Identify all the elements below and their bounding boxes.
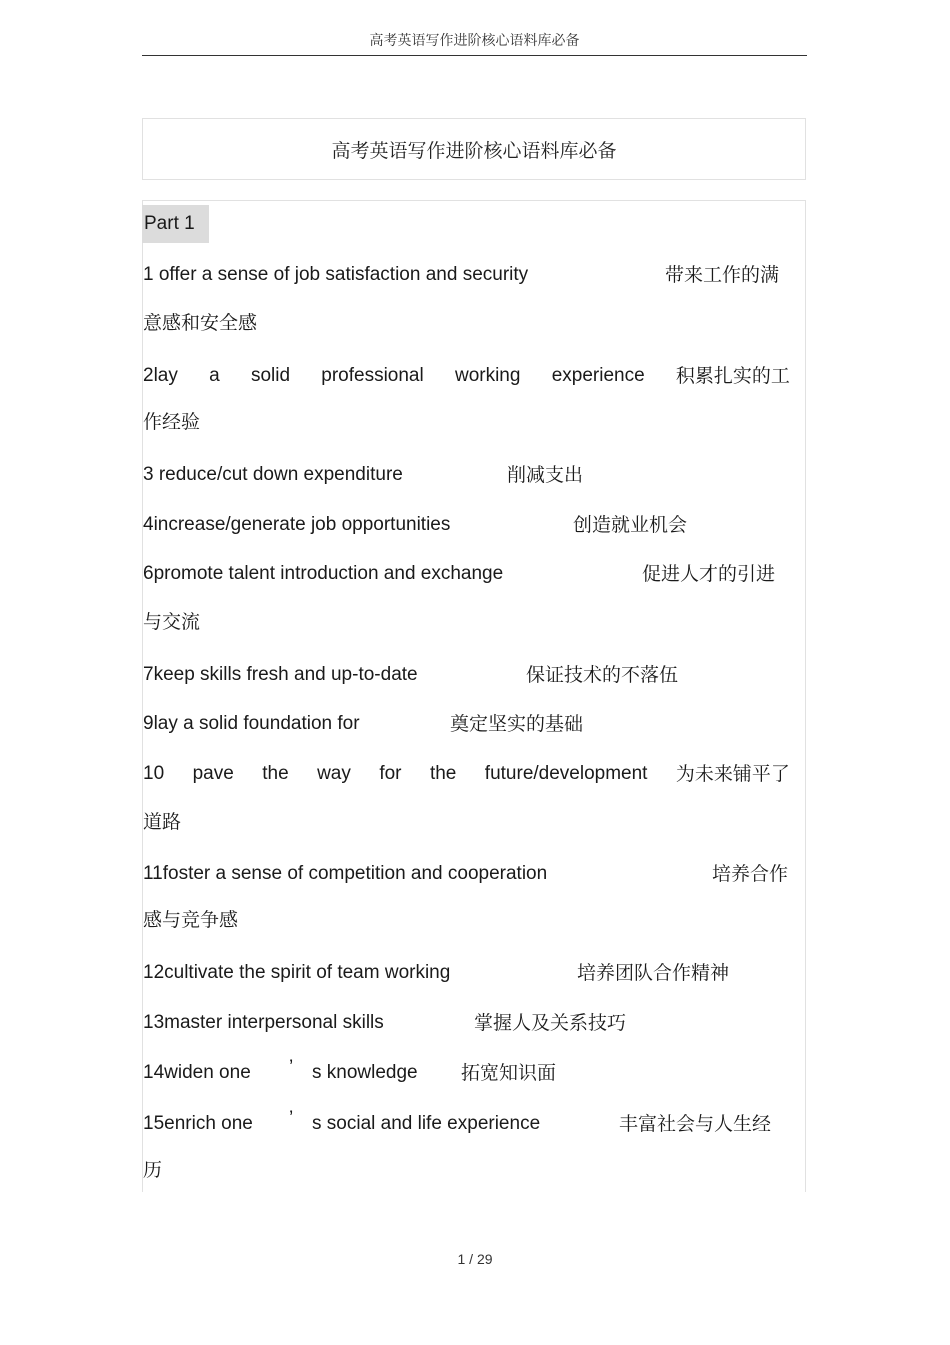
entry-14-english-a: 14widen one [143, 1062, 251, 1083]
entry-14-chinese: 拓宽知识面 [461, 1062, 557, 1084]
header-rule [142, 55, 807, 56]
entry-3-chinese: 削减支出 [507, 464, 584, 486]
entry-2-word: working [454, 365, 521, 386]
entry-13-english: 13master interpersonal skills [143, 1012, 384, 1033]
entry-10-chinese-cont: 道路 [143, 811, 182, 833]
entry-15-english-b: s social and life experience [312, 1113, 541, 1134]
entry-15-chinese: 丰富社会与人生经 [619, 1113, 772, 1135]
entry-4-chinese: 创造就业机会 [573, 514, 688, 536]
entry-10-word: for [379, 763, 402, 784]
entry-10-word: the [429, 763, 457, 784]
entry-11-chinese-cont: 感与竞争感 [143, 909, 239, 931]
entry-7-chinese: 保证技术的不落伍 [526, 664, 679, 686]
entry-15-english-a: 15enrich one [143, 1113, 253, 1134]
entry-6-chinese: 促进人才的引进 [642, 563, 776, 585]
entry-1-chinese: 带来工作的满 [665, 264, 780, 286]
entry-2-line [143, 364, 790, 388]
entry-7-english: 7keep skills fresh and up-to-date [143, 664, 418, 685]
entry-9-chinese: 奠定坚实的基础 [450, 713, 584, 735]
document-title: 高考英语写作进阶核心语料库必备 [331, 139, 617, 162]
entry-6-english: 6promote talent introduction and exchange [143, 563, 504, 584]
entry-15-chinese-cont: 历 [143, 1159, 163, 1181]
entry-13-chinese: 掌握人及关系技巧 [474, 1012, 627, 1034]
entry-2-word: 2lay [143, 365, 178, 386]
page-number: 1 / 29 [457, 1251, 493, 1267]
entry-14-english-b: s knowledge [312, 1062, 418, 1083]
entry-12-chinese: 培养团队合作精神 [577, 962, 730, 984]
entry-2-chinese: 积累扎实的工 [675, 365, 790, 387]
title-box [142, 118, 806, 180]
entry-14-apostrophe: ’ [289, 1057, 294, 1078]
entry-15-apostrophe: ’ [289, 1108, 294, 1129]
entry-10-word: way [317, 763, 351, 784]
part-label: Part 1 [142, 205, 209, 243]
running-header: 高考英语写作进阶核心语料库必备 [369, 33, 580, 49]
entry-10-line [143, 762, 790, 786]
entry-10-word: the [262, 763, 289, 784]
entry-4-english: 4increase/generate job opportunities [143, 514, 451, 535]
entry-6-chinese-cont: 与交流 [143, 611, 201, 633]
content-box [142, 200, 806, 1192]
entry-12-english: 12cultivate the spirit of team working [143, 962, 451, 983]
entry-1-english: 1 offer a sense of job satisfaction and security [143, 264, 529, 285]
entry-2-chinese-cont: 作经验 [143, 411, 201, 433]
entry-10-word: 10 [143, 763, 165, 784]
entry-10-word: future/development [484, 763, 648, 784]
entry-10-chinese: 为未来铺平了 [675, 763, 790, 785]
entry-9-english: 9lay a solid foundation for [143, 713, 360, 734]
entry-2-word: professional [321, 365, 424, 386]
entry-11-chinese: 培养合作 [712, 863, 789, 885]
entry-2-word: solid [250, 365, 291, 386]
entry-11-english: 11foster a sense of competition and cooperation [143, 863, 548, 884]
entry-2-word: a [209, 365, 220, 386]
entry-3-english: 3 reduce/cut down expenditure [143, 464, 403, 485]
entry-2-word: experience [551, 365, 645, 386]
entry-10-word: pave [192, 763, 234, 784]
entry-1-chinese-cont: 意感和安全感 [143, 312, 258, 334]
